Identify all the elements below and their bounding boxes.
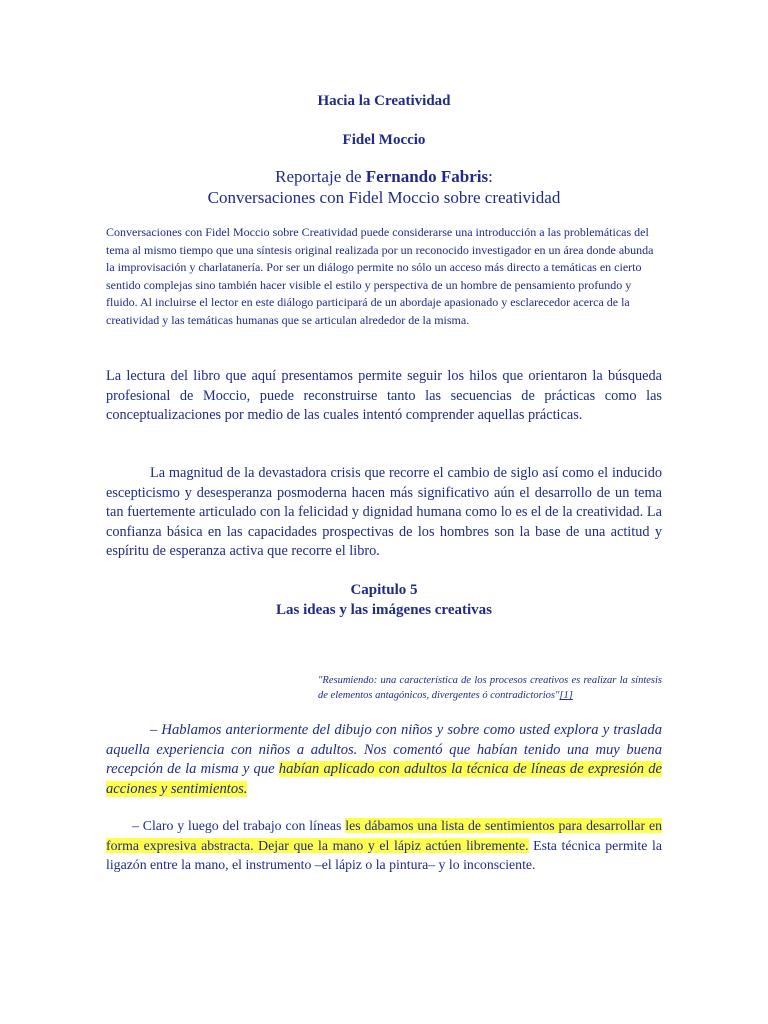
intro-paragraph: Conversaciones con Fidel Moccio sobre Creatividad puede considerarse una introducción a las problemáticas del tema al mismo tiempo que una síntesis original realizada por un reconocido investigador en un área donde abunda la improvisación y charlatanería. Por ser un diálogo permite no sólo un acceso más directo a temáticas en cierto sentido complejas sino también hacer visible el estilo y perspectiva de un hombre de pensamiento profundo y fluido. Al incluirse el lector en este diálogo participará de un abordaje apasionado y esclarecedor acerca de la creatividad y las temáticas humanas que se articulan alrededor de la misma. [106,225,654,327]
report-name: Fernando Fabris [365,167,489,186]
body-paragraph-1: La lectura del libro que aquí presentamos permite seguir los hilos que orientaron la búsqueda profesional de Moccio, puede reconstruirse tanto las secuencias de prácticas como las conceptualizaciones por medio de las cuales intentó comprender aquellas prácticas. [106,368,662,424]
footnote-ref-link[interactable]: [1] [559,690,573,701]
report-prefix: Reportaje de [275,167,366,186]
doc-author: Fidel Moccio [342,132,426,148]
answer-highlight: les dábamos una lista de sentimientos para desarrollar en forma expresiva abstracta. Dejar que la mano y el lápiz actúen libremente. [106,818,662,853]
body-paragraph-2: La magnitud de la devastadora crisis que recorre el cambio de siglo así como el inducido escepticismo y desesperanza posmoderna hacen más significativo aún el desarrollo de un tema tan fuertemente articulado con la felicidad y dignidad humana como lo es el de la creatividad. La confianza básica en las capacidades prospectivas de los hombres son la base de una actitud y espíritu de esperanza activa que recorre el libro. [106,465,662,560]
report-line [0,166,768,187]
quote-text: "Resumiendo: una característica de los procesos creativos es realizar la síntesis de elementos antagónicos, divergentes ó contradictorios" [318,675,662,701]
report-colon: : [488,167,493,186]
chapter-title: Las ideas y las imágenes creativas [276,602,492,618]
question-text: – Hablamos anteriormente del dibujo con niños y sobre como usted explora y traslada aquella experiencia con niños a adultos. Nos comentó que habían tenido una muy buena recepción de la misma y que [106,722,662,778]
answer-text-2: Esta técnica permite la ligazón entre la mano, el instrumento –el lápiz o la pintura– y lo inconsciente. [106,837,662,873]
answer-text-1: – Claro y luego del trabajo con líneas [132,818,346,833]
chapter-number: Capitulo 5 [350,582,418,598]
report-subtitle: Conversaciones con Fidel Moccio sobre creatividad [207,188,561,207]
answer-paragraph [106,816,662,875]
epigraph-quote [318,673,662,703]
question-highlight: habían aplicado con adultos la técnica de líneas de expresión de acciones y sentimientos. [106,761,662,797]
question-paragraph [106,721,662,799]
doc-title: Hacia la Creatividad [317,93,451,109]
